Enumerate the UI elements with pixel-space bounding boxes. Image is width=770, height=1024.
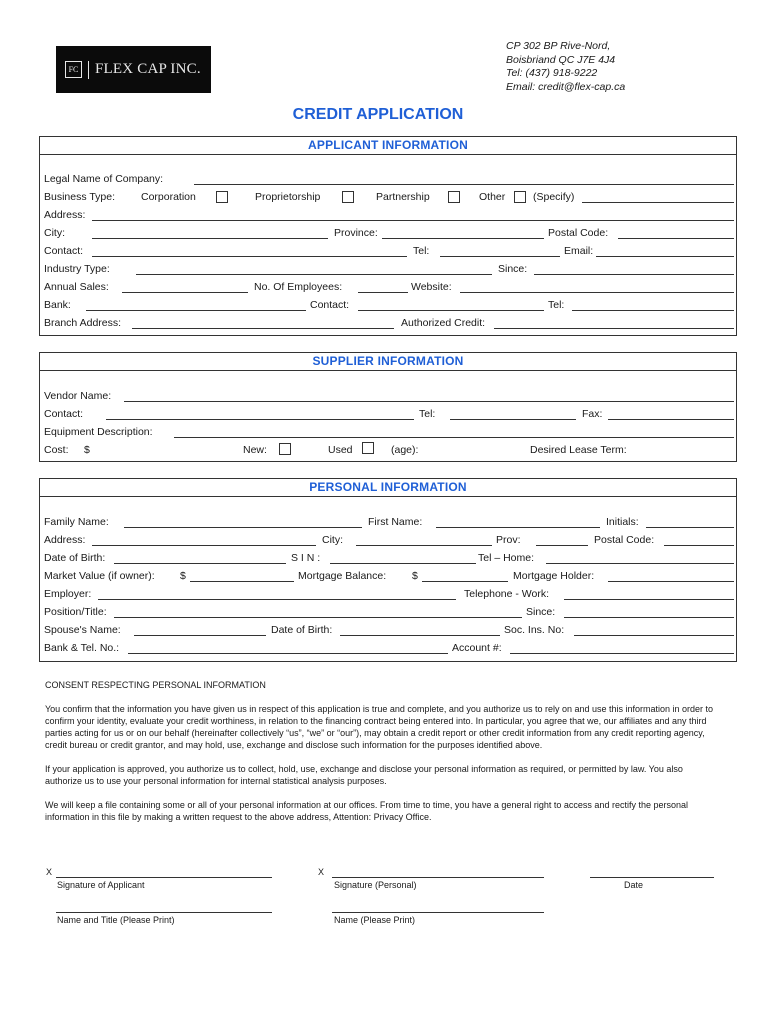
family-name-field[interactable] [124,527,362,528]
employees-field[interactable] [358,292,408,293]
bank-tel-label: Tel: [548,299,565,311]
company-logo [56,46,211,93]
bank-tel-field[interactable] [128,653,448,654]
supplier-tel-field[interactable] [450,419,576,420]
lease-term-label: Desired Lease Term: [530,444,627,456]
family-name-label: Family Name: [44,516,109,528]
bank-field[interactable] [86,310,306,311]
applicant-section [39,136,737,336]
name-title-label: Name and Title (Please Print) [57,915,175,925]
specify-label: (Specify) [533,191,575,203]
initials-label: Initials: [606,516,639,528]
applicant-heading: APPLICANT INFORMATION [40,137,736,155]
supplier-fax-label: Fax: [582,408,603,420]
website-field[interactable] [460,292,734,293]
employer-label: Employer: [44,588,92,600]
province-label: Province: [334,227,378,239]
annual-sales-field[interactable] [122,292,248,293]
personal-postal-code-field[interactable] [664,545,734,546]
postal-code-field[interactable] [618,238,734,239]
email-label: Email: [564,245,594,257]
employees-label: No. Of Employees: [254,281,343,293]
bank-contact-label: Contact: [310,299,350,311]
supplier-contact-label: Contact: [44,408,84,420]
equipment-label: Equipment Description: [44,426,153,438]
bank-label: Bank: [44,299,71,311]
address-line: Tel: (437) 918-9222 [506,67,598,79]
name-field[interactable] [332,912,544,913]
sin-field[interactable] [330,563,476,564]
spouse-dob-field[interactable] [340,635,500,636]
vendor-name-field[interactable] [124,401,734,402]
prov-label: Prov: [496,534,521,546]
personal-city-field[interactable] [356,545,492,546]
name-title-field[interactable] [56,912,272,913]
market-value-label: Market Value (if owner): [44,570,155,582]
used-label: Used [328,444,353,456]
proprietorship-label: Proprietorship [255,191,321,203]
contact-label: Contact: [44,245,84,257]
partnership-checkbox[interactable] [448,191,460,203]
dob-label: Date of Birth: [44,552,106,564]
tel-home-label: Tel – Home: [478,552,535,564]
age-label: (age): [391,444,419,456]
initials-field[interactable] [646,527,734,528]
spouse-name-label: Spouse's Name: [44,624,121,636]
spouse-name-field[interactable] [134,635,266,636]
since-field[interactable] [534,274,734,275]
cost-label: Cost: [44,444,69,456]
specify-field[interactable] [582,202,734,203]
tel-label: Tel: [413,245,430,257]
supplier-tel-label: Tel: [419,408,436,420]
spouse-dob-label: Date of Birth: [271,624,333,636]
corporation-checkbox[interactable] [216,191,228,203]
applicant-signature-field[interactable] [56,877,272,878]
province-field[interactable] [382,238,544,239]
personal-address-label: Address: [44,534,86,546]
bank-contact-field[interactable] [358,310,544,311]
logo-separator [88,61,89,79]
mortgage-holder-field[interactable] [608,581,734,582]
name-label: Name (Please Print) [334,915,416,925]
city-label: City: [44,227,65,239]
consent-paragraph-1: You confirm that the information you have given us in respect of this application is true and complete, and you authorize us to rely on and use this information in order to confirm your identity, evaluate your credit worthiness, in relation to the financing contract being entered into. In particular, you agree that we, our affiliates and any third parties acting for us or on our behalf (hereinafter collectively “us”, “we” or “our”), may obtain a credit report or other credit information from any credit reporting agency, credit bureau or credit grantor, and may hold, use, exchange and disclose such information for the purposes identified above. [45,704,714,750]
account-label: Account #: [452,642,502,654]
signature-x-marker: X [318,867,325,877]
mortgage-balance-dollar-sign: $ [412,570,418,582]
contact-field[interactable] [92,256,407,257]
bank-tel-field[interactable] [572,310,734,311]
consent-heading: CONSENT RESPECTING PERSONAL INFORMATION [45,680,266,690]
address-label: Address: [44,209,86,221]
legal-name-label: Legal Name of Company: [44,173,164,185]
position-since-label: Since: [526,606,556,618]
industry-type-field[interactable] [136,274,492,275]
city-field[interactable] [92,238,328,239]
used-checkbox[interactable] [362,442,374,454]
mortgage-balance-label: Mortgage Balance: [298,570,387,582]
new-checkbox[interactable] [279,443,291,455]
prov-field[interactable] [536,545,588,546]
consent-section [45,679,720,823]
position-since-field[interactable] [564,617,734,618]
company-address [506,40,625,94]
address-line: CP 302 BP Rive-Nord, [506,40,611,52]
signature-x-marker: X [46,867,53,877]
logo-name: FLEX CAP INC. [95,61,201,77]
personal-signature-field[interactable] [332,877,544,878]
new-label: New: [243,444,267,456]
mortgage-balance-field[interactable] [422,581,508,582]
consent-paragraph-3: We will keep a file containing some or all of your personal information at our offices. From time to time, you have a general right to access and rectify the personal information in this file by making a written request to the above address, Attention: Privacy Office. [45,800,688,822]
since-label: Since: [498,263,528,275]
mortgage-holder-label: Mortgage Holder: [513,570,595,582]
other-checkbox[interactable] [514,191,526,203]
address-line: Email: credit@flex-cap.ca [506,80,626,93]
supplier-fax-field[interactable] [608,419,734,420]
date-field[interactable] [590,877,714,878]
tel-field[interactable] [440,256,560,257]
postal-code-label: Postal Code: [548,227,609,239]
applicant-signature-label: Signature of Applicant [57,880,145,890]
position-field[interactable] [114,617,522,618]
annual-sales-label: Annual Sales: [44,281,109,293]
document-title: CREDIT APPLICATION [292,106,464,123]
corporation-label: Corporation [141,191,196,203]
employer-field[interactable] [98,599,456,600]
email-field[interactable] [596,256,734,257]
personal-heading: PERSONAL INFORMATION [40,479,736,497]
supplier-section [39,352,737,462]
logo-mark: FC [65,61,82,78]
personal-section [39,478,737,662]
sin-label: S I N : [291,552,321,564]
tel-home-field[interactable] [546,563,734,564]
first-name-field[interactable] [436,527,600,528]
other-label: Other [479,191,506,203]
address-field[interactable] [92,220,734,221]
industry-type-label: Industry Type: [44,263,110,275]
website-label: Website: [411,281,452,293]
branch-address-label: Branch Address: [44,317,122,329]
supplier-heading: SUPPLIER INFORMATION [40,353,736,371]
dob-field[interactable] [114,563,286,564]
personal-postal-code-label: Postal Code: [594,534,655,546]
legal-name-field[interactable] [194,184,734,185]
position-label: Position/Title: [44,606,107,618]
authorized-credit-field[interactable] [494,328,734,329]
personal-signature-label: Signature (Personal) [334,880,417,890]
tel-work-field[interactable] [564,599,734,600]
cost-dollar-sign: $ [84,444,90,456]
vendor-name-label: Vendor Name: [44,390,112,402]
partnership-label: Partnership [376,191,430,203]
consent-paragraph-2: If your application is approved, you authorize us to collect, hold, use, exchange and disclose your personal information as required, or permitted by law. You also authorize us to use your personal information for internal statistical analysis purposes. [45,764,683,786]
equipment-field[interactable] [174,437,734,438]
personal-address-field[interactable] [92,545,316,546]
market-value-field[interactable] [190,581,294,582]
first-name-label: First Name: [368,516,423,528]
address-line: Boisbriand QC J7E 4J4 [506,53,616,66]
personal-city-label: City: [322,534,343,546]
supplier-contact-field[interactable] [106,419,414,420]
soc-ins-field[interactable] [574,635,734,636]
date-label: Date [624,880,644,890]
market-value-dollar-sign: $ [180,570,186,582]
branch-address-field[interactable] [132,328,394,329]
proprietorship-checkbox[interactable] [342,191,354,203]
soc-ins-label: Soc. Ins. No: [504,624,565,636]
bank-tel-label: Bank & Tel. No.: [44,642,120,654]
tel-work-label: Telephone - Work: [464,588,550,600]
business-type-label: Business Type: [44,191,116,203]
account-field[interactable] [510,653,734,654]
authorized-credit-label: Authorized Credit: [401,317,486,329]
